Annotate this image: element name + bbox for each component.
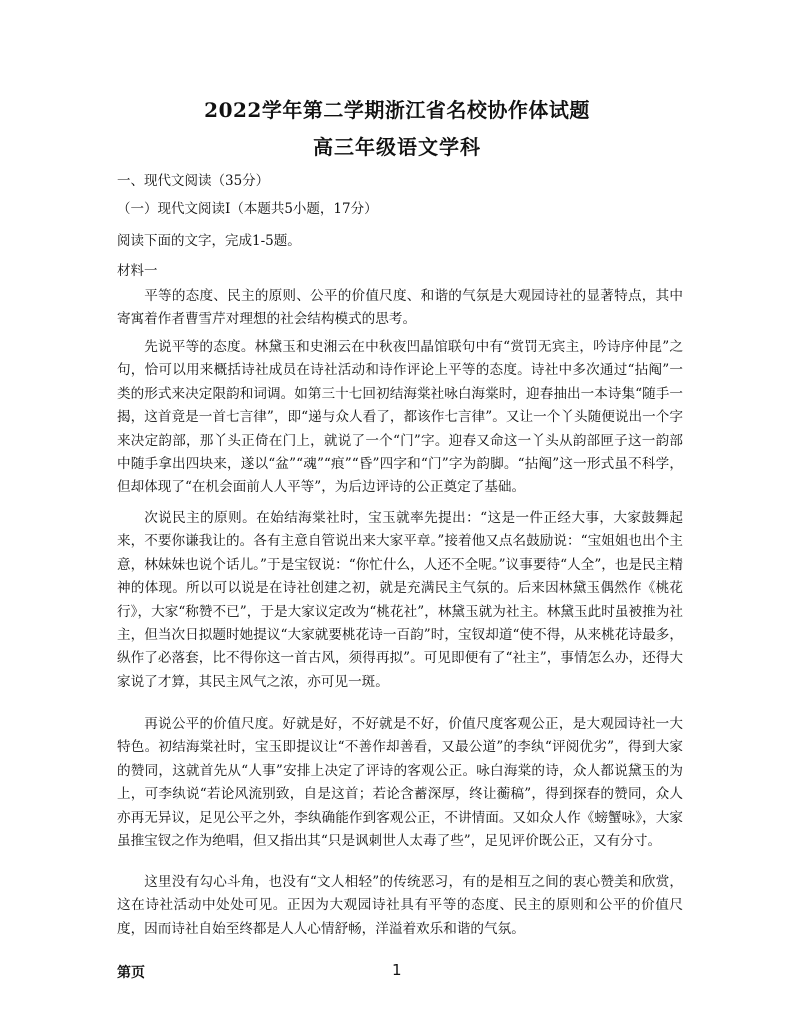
subsection-heading: （一）现代文阅读Ⅰ（本题共5小题，17分） bbox=[117, 201, 378, 217]
paragraph: 平等的态度、民主的原则、公平的价值尺度、和谐的气氛是大观园诗社的显著特点，其中寄寓着作者曹雪芹对理想的社会结构模式的思考。 bbox=[117, 288, 683, 328]
footer-page-label: 第页 bbox=[117, 965, 145, 981]
paragraph: 这里没有勾心斗角，也没有“文人相轻”的传统恶习，有的是相互之间的衷心赞美和欣赏，这在诗社活动中处处可见。正因为大观园诗社具有平等的态度、民主的原则和公平的价值尺度，因而诗社自始至终都是人人心情舒畅，洋溢着欢乐和谐的气氛。 bbox=[117, 874, 683, 937]
section-heading: 一、现代文阅读（35分） bbox=[117, 173, 270, 189]
footer-page-number: 1 bbox=[392, 961, 402, 979]
paragraph: 次说民主的原则。在始结海棠社时，宝玉就率先提出：“这是一件正经大事，大家鼓舞起来，不要你谦我让的。各有主意自管说出来大家平章。”接着他又点名鼓励说：“宝姐姐也出个主意，林妹妹也说个话儿。”于是宝钗说：“你忙什么，人还不全呢。”议事要待“人全”，也是民主精神的体现。所以可以说是在诗社创建之初，就是充满民主气氛的。后来因林黛玉偶然作《桃花行》，大家“称赞不已”，于是大家议定改为“桃花社”，林黛玉就为社主。林黛玉此时虽被推为社主，但当次日拟题时她提议“大家就要桃花诗一百韵”时，宝钗却道“使不得，从来桃花诗最多，纵作了必落套，比不得你这一首古风，须得再拟”。可见即便有了“社主”，事情怎么办，还得大家说了才算，其民主风气之浓，亦可见一斑。 bbox=[117, 510, 683, 690]
paragraph: 先说平等的态度。林黛玉和史湘云在中秋夜凹晶馆联句中有“赏罚无宾主，吟诗序仲昆”之句，恰可以用来概括诗社成员在诗社活动和诗作评论上平等的态度。诗社中多次通过“拈阄”一类的形式来决定限韵和词调。如第三十七回初结海棠社咏白海棠时，迎春抽出一本诗集“随手一揭，这首竟是一首七言律”，即“递与众人看了，都该作七言律”。又让一个丫头随便说出一个字来决定韵部，那丫头正倚在门上，就说了一个“门”字。迎春又命这一丫头从韵部匣子这一韵部中随手拿出四块来，遂以“盆”“魂”“痕”“昏”四字和“门”字为韵脚。“拈阄”这一形式虽不科学，但却体现了“在机会面前人人平等”，为后边评诗的公正奠定了基础。 bbox=[117, 339, 683, 496]
material-label: 材料一 bbox=[117, 263, 158, 279]
paragraph: 再说公平的价值尺度。好就是好，不好就是不好，价值尺度客观公正，是大观园诗社一大特色。初结海棠社时，宝玉即提议让“不善作却善看，又最公道”的李纨“评阅优劣”，得到大家的赞同，这就首先从“人事”安排上决定了评诗的客观公正。咏白海棠的诗，众人都说黛玉的为上，可李纨说“若论风流别致，自是这首；若论含蓄深厚，终让蘅稿”，得到探春的赞同，众人亦再无异议，足见公平之外，李纨确能作到客观公正，不讲情面。又如众人作《螃蟹咏》，大家虽推宝钗之作为绝唱，但又指出其“只是讽刺世人太毒了些”，足见评价既公正，又有分寸。 bbox=[117, 716, 683, 850]
exam-subtitle: 高三年级语文学科 bbox=[313, 135, 481, 159]
exam-title: 2022学年第二学期浙江省名校协作体试题 bbox=[204, 98, 590, 122]
reading-instruction: 阅读下面的文字，完成1-5题。 bbox=[117, 233, 301, 249]
